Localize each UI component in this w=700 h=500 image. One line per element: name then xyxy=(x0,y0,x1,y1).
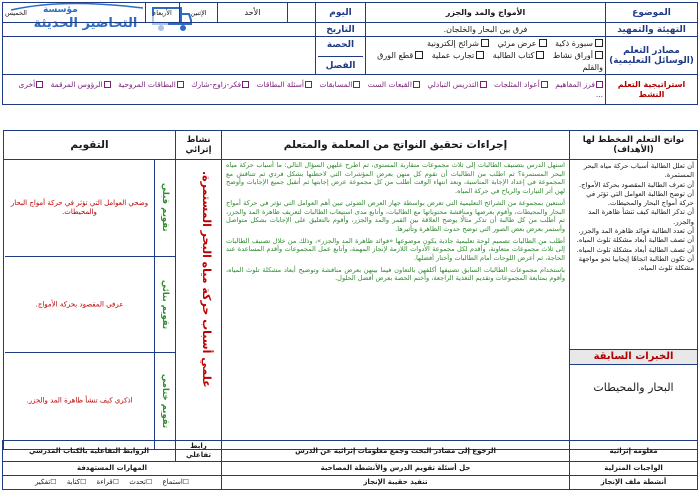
objective-item: أن تصف الطالبة أبعاد مشكلة تلوث المياه. xyxy=(576,236,694,245)
portfolio-label: أنشطة ملف الإنجاز xyxy=(570,476,698,490)
evaluation-label: تقويم ختامي xyxy=(154,353,175,449)
strategy-checkbox[interactable] xyxy=(413,81,420,88)
resource-item: سبورة ذكية xyxy=(555,38,603,50)
objective-item: أن تكون الطالبة اتجاهًا إيجابيا نحو مواجهة مشكلة تلوث المياه. xyxy=(578,254,694,273)
resource-item: شرائح إلكترونية xyxy=(427,38,489,50)
day-cell xyxy=(288,3,316,23)
evaluation-question: اذكري كيف تنشأ ظاهرة المد والجزر. xyxy=(26,396,133,405)
evaluation-label: تقويم بنائي xyxy=(154,257,175,352)
skill-item: ☐تفكير xyxy=(34,478,57,486)
brand-logo-name: التحاضير الحديثة xyxy=(3,16,168,31)
strategy-item: أسئلة البطاقات xyxy=(256,80,312,89)
procedure-paragraph: أستعين بمجموعة من الشرائح التعليمية التي تعرض بواسطة جهاز العرض الضوئي تبين أهم العوامل التي تؤثر في حركة أمواج البحار والمحيطات، وأقوم بعرضها ومناقشة محتوياتها مع الطالبات، وأتابع مدى استيعاب الطالبات لتعريف ظاهرة المد والجزر، ثم أطلب من كل طالبة أن تذكر مثالًا يوضح العلاقة بين القمر والمد والجزر، وأقوم بالتعليق على الإجابات بشكل متواصل وأستمر بعرض بعض الصور التي توضح حدوث الظاهرة وتأثيرها. xyxy=(226,198,565,233)
strategy-item: أعواد المثلجات xyxy=(494,80,548,89)
objectives-header: نواتج التعلم المخطط لها (الأهداف) xyxy=(570,131,697,160)
strategy-item: فكر-زاوج-شارك xyxy=(191,80,249,89)
strategy-item: التدريس التبادلي xyxy=(427,80,486,89)
homework-content: حل أسئلة تقويم الدرس والأنشطة المصاحبة xyxy=(222,462,570,476)
skill-item: ☐استماع xyxy=(162,478,190,486)
objective-item: أن توضح الطالبة العوامل التي تؤثر في حركة أمواج البحار والمحيطات. xyxy=(586,189,694,208)
objectives-list xyxy=(570,160,697,276)
strategies-list xyxy=(3,75,606,105)
strategy-item: فرز المفاهيم xyxy=(555,80,603,89)
evaluation-row xyxy=(5,159,175,257)
resource-checkbox[interactable] xyxy=(595,39,603,47)
activity-text: علمي أسباب حركة مياه البحر المستمرة. xyxy=(200,171,213,388)
day2-value: الإثنين xyxy=(180,3,218,23)
period-label: الحصة الفصل xyxy=(316,37,366,75)
evaluation-question: وضحي العوامل التي تؤثر في حركة أمواج البحار والمحيطات. xyxy=(10,198,149,216)
evaluation-row xyxy=(5,257,175,353)
portfolio-content: تنفيذ حقيبة الإنجاز xyxy=(222,476,570,490)
enrichment-label: معلومة إثرائية xyxy=(570,441,698,462)
skill-item: ☐قراءة xyxy=(96,478,119,486)
strategy-item: المسابقات xyxy=(319,80,360,89)
procedures-text xyxy=(226,161,565,286)
lesson-body xyxy=(3,130,698,450)
strategy-checkbox[interactable] xyxy=(596,81,603,88)
resource-checkbox[interactable] xyxy=(476,51,484,59)
objective-item: أن تصف الطالبة أبعاد مشكلة تلوث المياه. xyxy=(576,245,694,254)
strategy-item: الرؤوس المرقمة xyxy=(51,80,111,89)
prior-knowledge-label: الخبرات السابقة xyxy=(570,349,697,365)
resources-list xyxy=(366,37,606,75)
resource-item: تجارب عملية xyxy=(432,50,485,62)
resource-item: أوراق نشاط xyxy=(553,50,603,62)
strategies-label: استراتيجية التعلم النشط xyxy=(606,75,698,105)
activity-header: نشاط إثرائي xyxy=(176,131,221,160)
procedure-paragraph: أطلب من الطالبات تصميم لوحة تعليمية جاذبة يكون موضوعها «فوائد ظاهرة المد والجزر»، وذلك من خلال تصنيف الطالبات إلى ثلاث مجموعات متعاونة، وأقدم لكل مجموعة الأدوات اللازمة لإنجاز المهمة، وأتابع عمل المجموعات وأقدم المساعدة عند الحاجة، ثم أعرض اللوحات أمام الطالبات وأختار أفضلها. xyxy=(226,236,565,263)
homework-label: الواجبات المنزلية xyxy=(570,462,698,476)
brand-logo-prefix: مؤسسة xyxy=(43,5,78,15)
footer-table xyxy=(2,440,698,490)
strategy-checkbox[interactable] xyxy=(177,81,184,88)
resource-checkbox[interactable] xyxy=(481,39,489,47)
evaluation-question: عرفي المقصود بحركة الأمواج. xyxy=(35,300,124,308)
intro-value: فرق بين البحار والخلجان. xyxy=(366,23,606,37)
skills-list xyxy=(3,476,222,490)
objective-item: أن تعرف الطالبة المقصود بحركة الأمواج. xyxy=(578,180,694,189)
strategy-checkbox[interactable] xyxy=(242,81,249,88)
header-table xyxy=(2,2,698,105)
strategy-checkbox[interactable] xyxy=(480,81,487,88)
objective-item: أن تذكر الطالبة كيف تنشأ ظاهرة المد والجزر. xyxy=(588,208,694,226)
evaluation-header: التقويم xyxy=(4,131,175,160)
strategy-checkbox[interactable] xyxy=(104,81,111,88)
day3-value: الأربعاء xyxy=(146,3,180,23)
day-label: اليوم xyxy=(316,3,366,23)
resource-item: عرض مرئي xyxy=(498,38,547,50)
day-value: الأحد xyxy=(218,3,288,23)
resource-checkbox[interactable] xyxy=(539,39,547,47)
resource-item: والقلم xyxy=(582,62,603,72)
evaluation-column xyxy=(4,131,175,449)
resource-checkbox[interactable] xyxy=(415,51,423,59)
day4-value: الخميس xyxy=(3,3,146,23)
skill-item: ☐تحدث xyxy=(129,478,153,486)
date-label: التاريخ xyxy=(316,23,366,37)
evaluation-label: تقويم قبلي xyxy=(154,159,175,256)
resource-checkbox[interactable] xyxy=(595,51,603,59)
interactive-link-label: رابط تفاعلي xyxy=(176,441,222,462)
intro-label: التهيئة والتمهيد xyxy=(606,23,698,37)
subject-label: الموضوع xyxy=(606,3,698,23)
resources-label: مصادر التعلم (الوسائل التعليمية) xyxy=(606,37,698,75)
target-skills-label: المهارات المستهدفة xyxy=(3,462,222,476)
strategy-item: البطاقات المروحية xyxy=(118,80,184,89)
period-cell xyxy=(3,37,316,75)
prior-knowledge-value: البحار والمحيطات xyxy=(593,381,674,394)
strategy-item: القبعات الست xyxy=(368,80,420,89)
skill-item: ☐كتابة xyxy=(66,478,87,486)
resource-checkbox[interactable] xyxy=(536,51,544,59)
strategy-item: أخرى ... xyxy=(18,79,603,99)
objective-item: أن تعدد الطالبة فوائد ظاهرة المد والجزر. xyxy=(578,227,694,236)
strategy-checkbox[interactable] xyxy=(353,81,360,88)
enrichment-content: الرجوع إلى مصادر البحث وجمع معلومات إثرائية عن الدرس xyxy=(222,441,570,462)
resource-item: قطع الورق xyxy=(377,50,423,62)
activity-column xyxy=(175,131,221,449)
strategy-checkbox[interactable] xyxy=(541,81,548,88)
resource-item: كتاب الطالبة xyxy=(493,50,545,62)
procedure-paragraph: باستخدام مجموعات الطالبات السابق تصنيفها أكلفهن بالتعاون فيما بينهن بعرض مناقشة وتوضيح أبعاد مشكلة تلوث المياه، وأقوم بمتابعة المجموعات وتقديم التغذية الراجعة، وأختم الحصة بعرض أفضل الحلول. xyxy=(226,265,565,283)
objective-item: أن تعلل الطالبة أسباب حركة مياه البحر المستمرة. xyxy=(583,162,694,180)
interactive-link-value[interactable]: الروابط التفاعلية بالكتاب المدرسي xyxy=(3,441,176,462)
procedures-column xyxy=(221,131,569,449)
strategy-checkbox[interactable] xyxy=(305,81,312,88)
subject-value: الأمواج والمد والجزر xyxy=(366,3,606,23)
strategy-checkbox[interactable] xyxy=(36,81,43,88)
evaluation-row xyxy=(5,353,175,449)
objectives-column xyxy=(569,131,697,449)
procedure-paragraph: استهل الدرس بتصنيف الطالبات إلى ثلاث مجموعات متقاربة المستوى، ثم اطرح عليهن السؤال التالي: ما أسباب حركة مياه البحر المستمرة؟ ثم اطلب من الطالبات أن تقوم كل منهن بعرض المؤشرات التي لاحظنها بشكل فردي ثم تتناقش مع المجموعة في إعداد الإجابة المناسبة، وبعد انتهاء الوقت أطلب من كل مجموعة عرض إجابتها ثم أتقبل جميع الإجابات وأوضح لهن أثر التيارات والرياح في حركة المياه. xyxy=(226,161,565,196)
procedures-header: إجراءات تحقيق النواتج من المعلمة والمتعلم xyxy=(222,131,569,160)
date-cell xyxy=(3,23,316,37)
